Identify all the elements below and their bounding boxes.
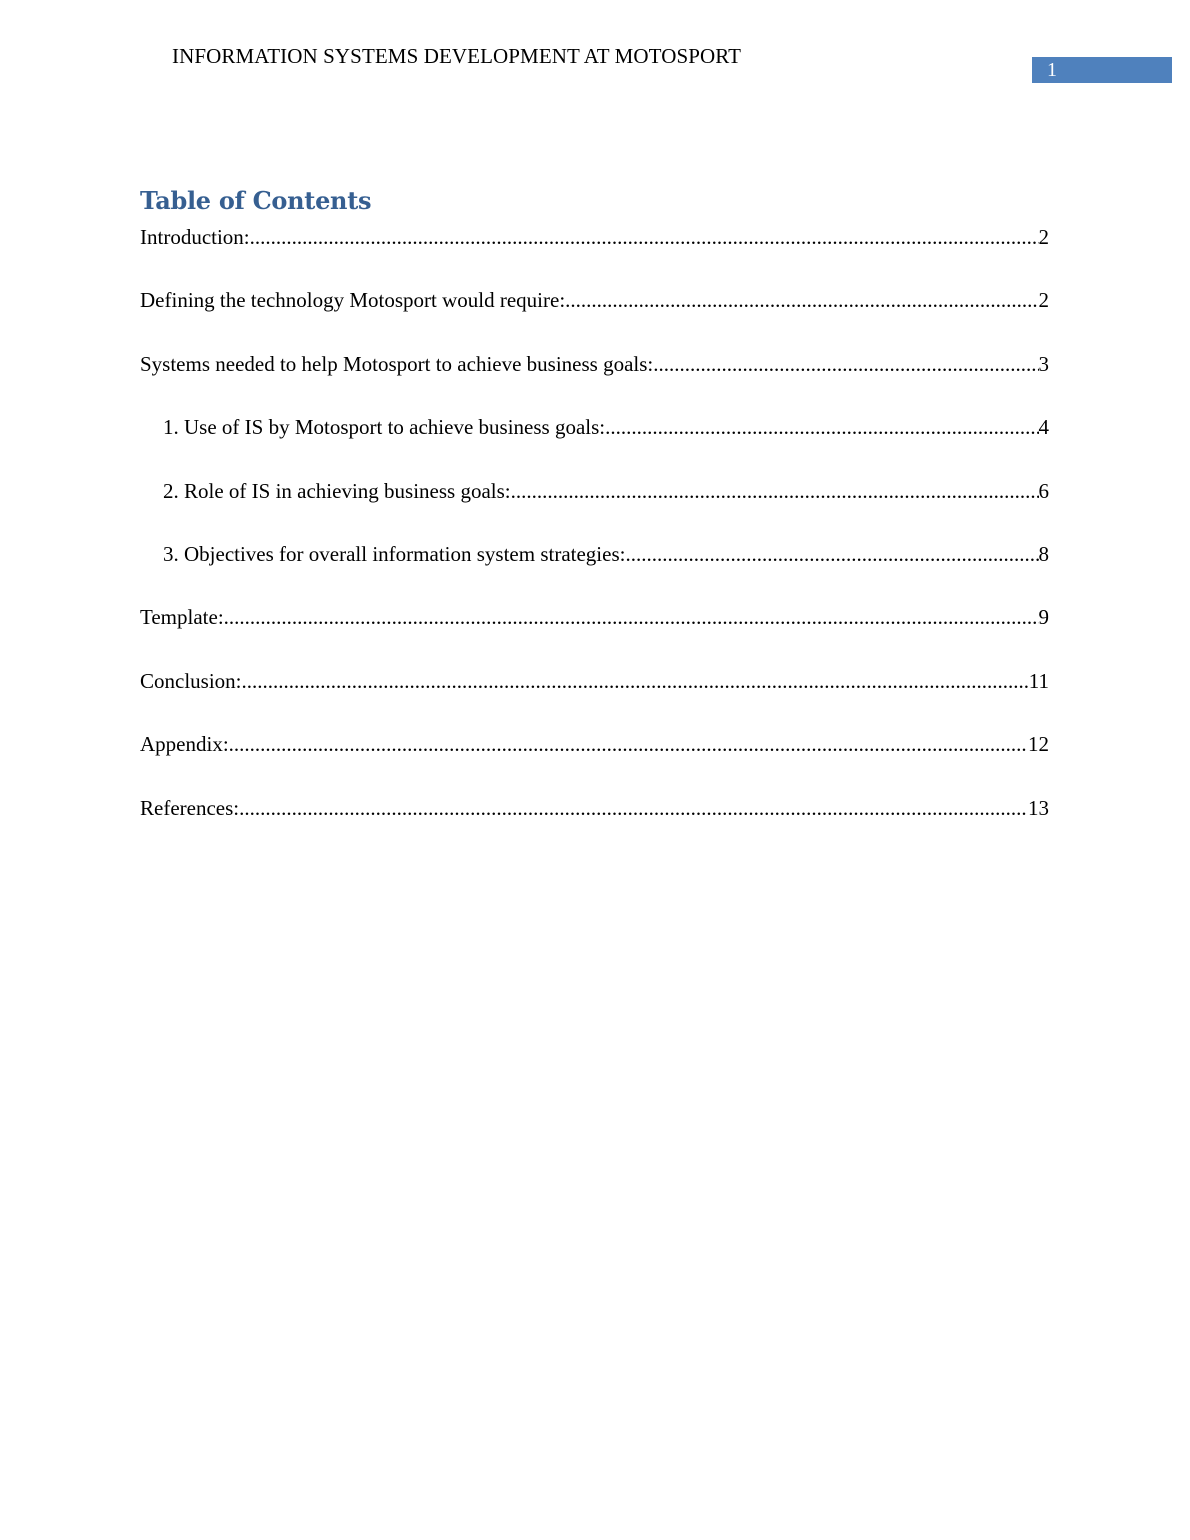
toc-dot-leader — [239, 792, 1028, 824]
toc-entry-introduction[interactable] — [140, 221, 1049, 284]
toc-entry-references[interactable] — [140, 792, 1049, 855]
table-of-contents — [140, 221, 1049, 855]
toc-entry-title: Introduction: — [140, 225, 250, 249]
page-number-badge: 1 — [1032, 57, 1172, 83]
toc-entry-page: 13 — [1028, 795, 1049, 820]
toc-entry-page: 3 — [1038, 351, 1049, 376]
toc-entry-page: 11 — [1028, 668, 1049, 693]
toc-entry-appendix[interactable] — [140, 728, 1049, 791]
toc-dot-leader — [653, 348, 1038, 380]
toc-heading: Table of Contents — [140, 186, 372, 215]
toc-entry-role-of-is[interactable] — [140, 475, 1049, 538]
toc-entry-page: 9 — [1038, 605, 1049, 630]
toc-dot-leader — [229, 728, 1028, 760]
toc-entry-page: 8 — [1038, 541, 1049, 566]
toc-entry-systems-needed[interactable] — [140, 348, 1049, 411]
toc-dot-leader — [511, 475, 1039, 507]
toc-entry-title: 1. Use of IS by Motosport to achieve business goals: — [163, 415, 606, 440]
toc-entry-title: Conclusion: — [140, 668, 242, 693]
toc-entry-template[interactable] — [140, 601, 1049, 664]
toc-entry-title: 3. Objectives for overall information system strategies: — [163, 541, 626, 566]
toc-entry-title: Appendix: — [140, 732, 229, 757]
running-header-title: INFORMATION SYSTEMS DEVELOPMENT AT MOTOSPORT — [172, 44, 742, 68]
toc-entry-title: 2. Role of IS in achieving business goals: — [163, 478, 511, 503]
toc-entry-page: 4 — [1038, 415, 1049, 440]
toc-dot-leader — [565, 284, 1038, 316]
toc-entry-defining-technology[interactable] — [140, 284, 1049, 347]
toc-entry-title: Defining the technology Motosport would require: — [140, 288, 566, 313]
toc-entry-page: 2 — [1038, 288, 1049, 313]
toc-entry-objectives[interactable] — [140, 538, 1049, 601]
toc-entry-page: 2 — [1038, 225, 1049, 249]
toc-entry-title: References: — [140, 795, 240, 820]
toc-entry-title: Systems needed to help Motosport to achieve business goals: — [140, 351, 654, 376]
toc-entry-conclusion[interactable] — [140, 665, 1049, 728]
toc-entry-page: 12 — [1028, 732, 1049, 757]
toc-dot-leader — [224, 601, 1039, 633]
toc-entry-title: Template: — [140, 605, 224, 630]
toc-dot-leader — [242, 665, 1029, 697]
toc-dot-leader — [605, 411, 1038, 443]
toc-entry-use-of-is[interactable] — [140, 411, 1049, 474]
toc-entry-page: 6 — [1038, 478, 1049, 503]
toc-dot-leader — [250, 221, 1039, 253]
toc-dot-leader — [625, 538, 1038, 570]
